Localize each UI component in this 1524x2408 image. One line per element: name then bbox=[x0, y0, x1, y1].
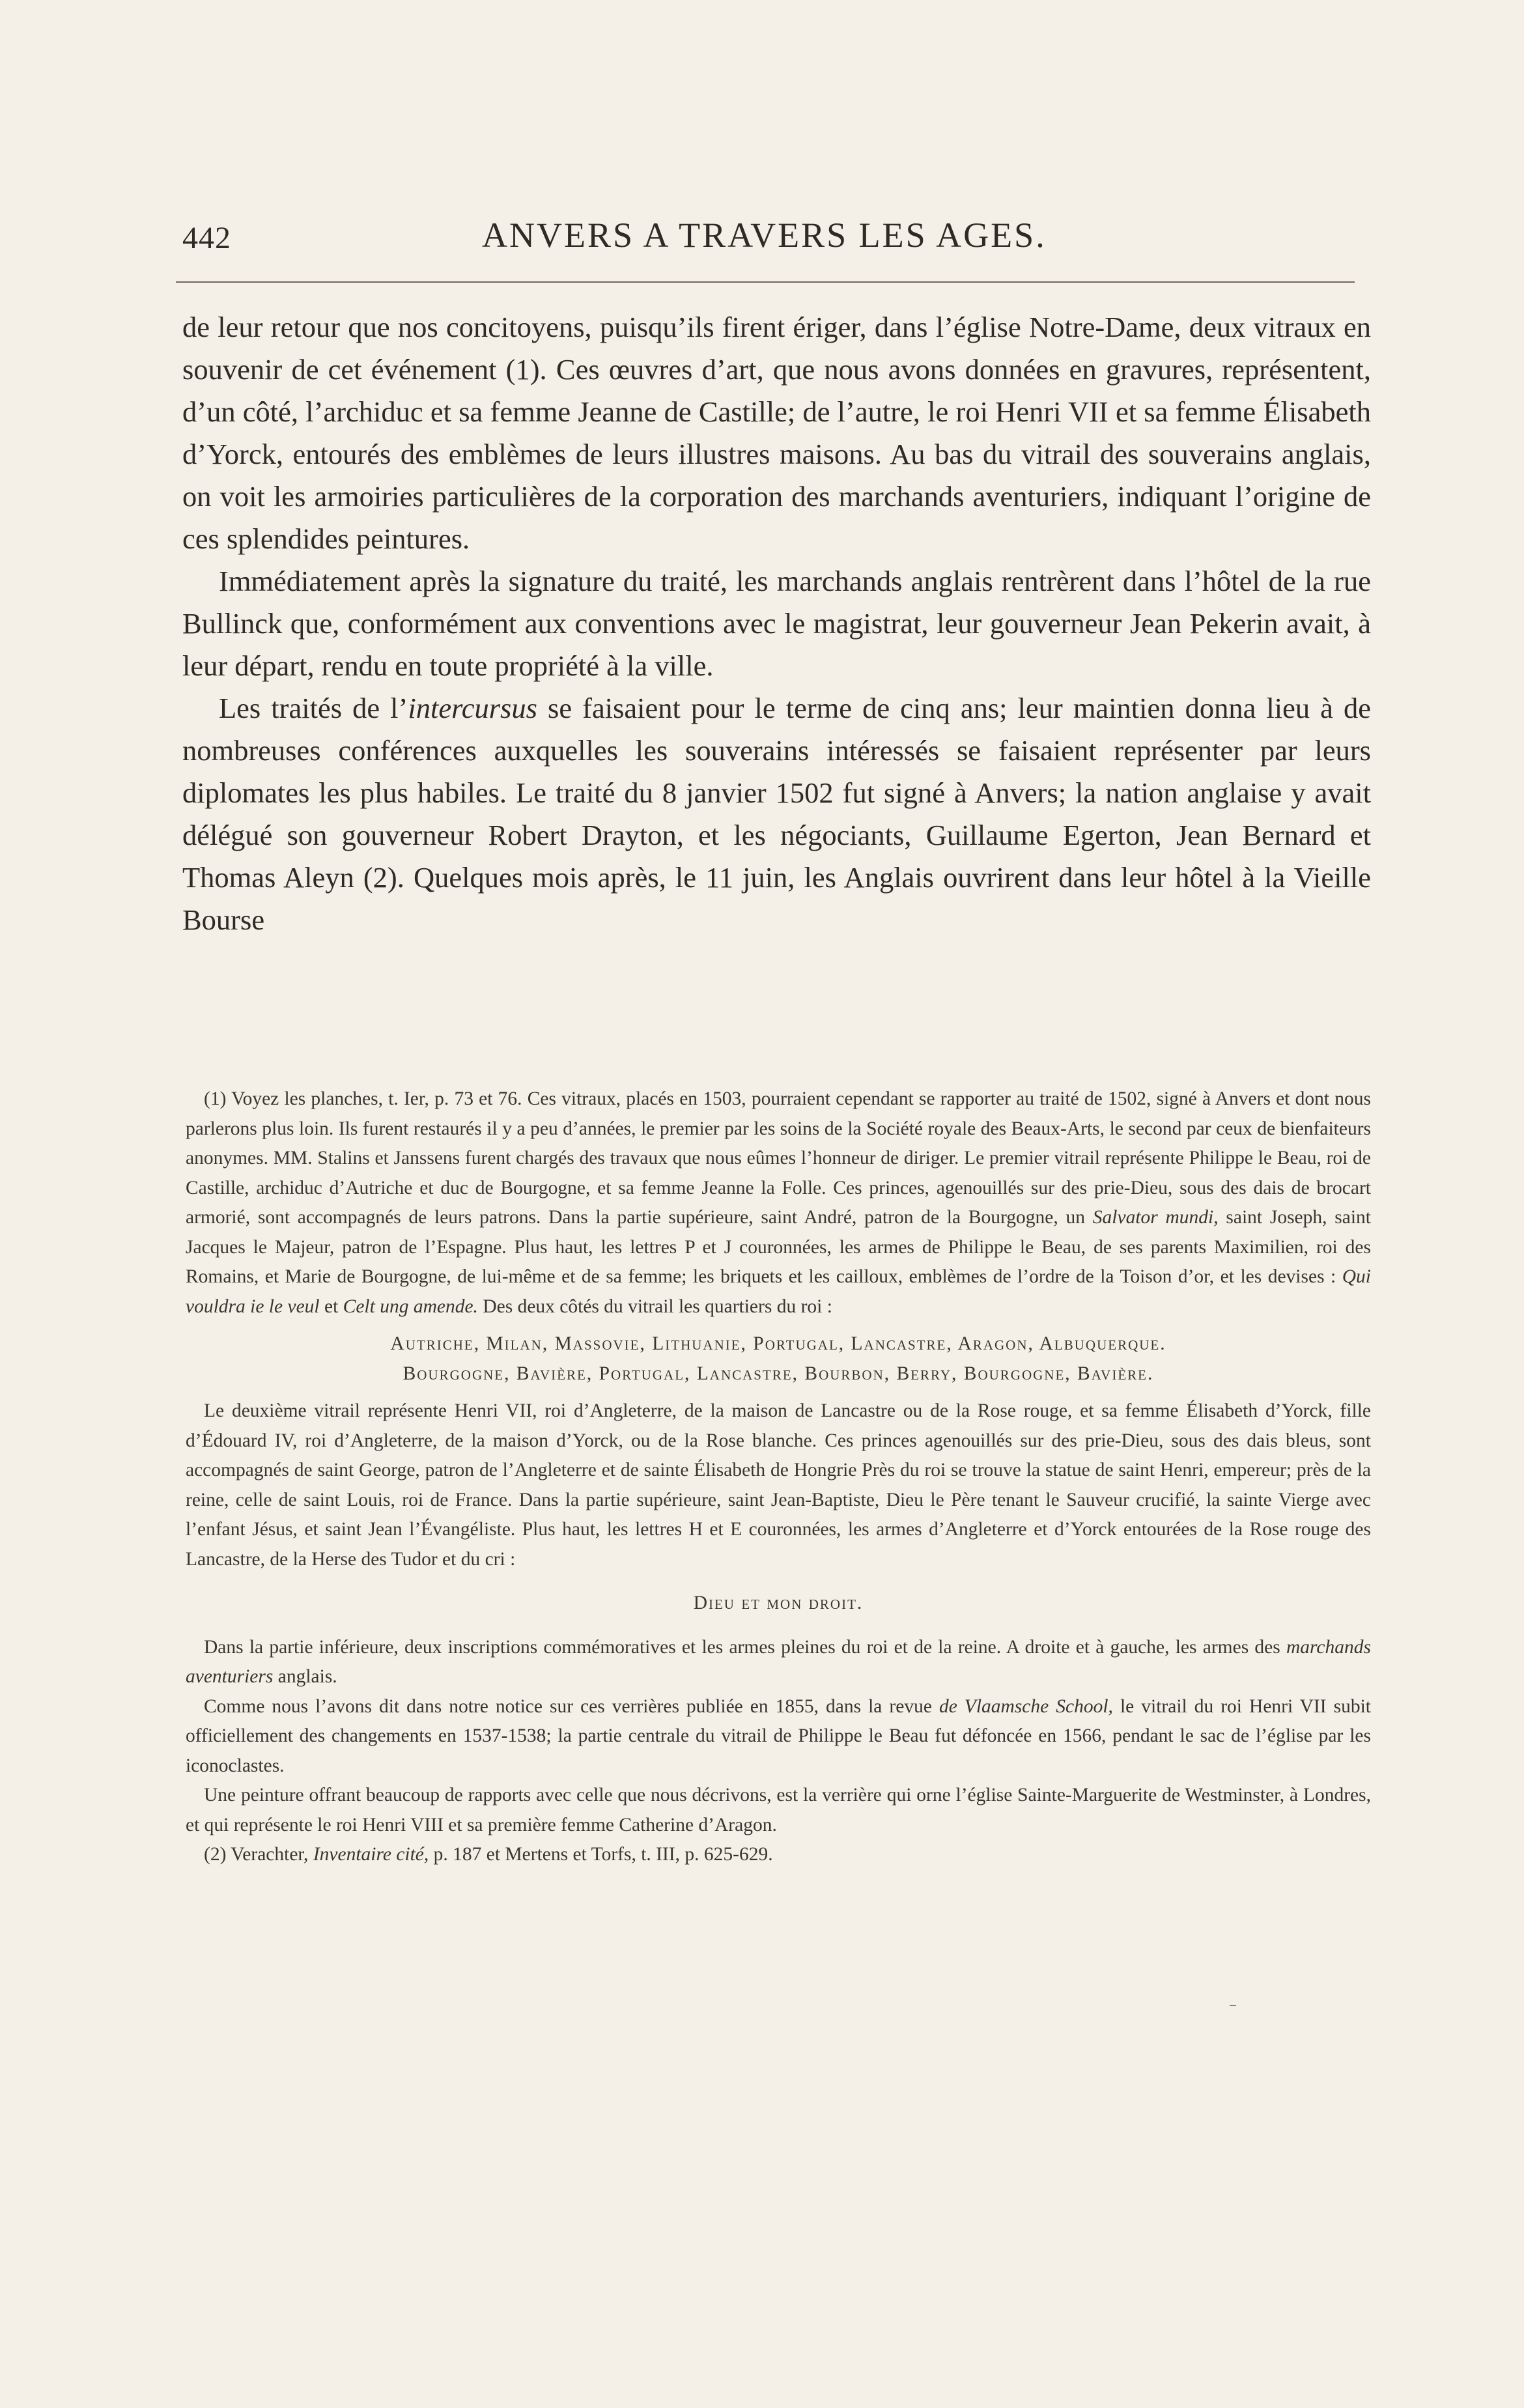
paragraph-3-italic: intercursus bbox=[408, 692, 537, 724]
footnote-1-lower-text-a: Dans la partie inférieure, deux inscriptions commémoratives et les armes pleines du roi et de la reine. A droite et à gauche, les armes des bbox=[204, 1636, 1286, 1658]
footnote-1-lower-part bbox=[186, 1633, 1371, 1692]
footnote-1-second-window: Le deuxième vitrail représente Henri VII, roi d’Angleterre, de la maison de Lancastre ou de la Rose rouge, et sa femme Élisabeth d’Yorck, fille d’Édouard IV, roi d’Angleterre, de la maison d’Yorck, ou de la Rose blanche. Ces princes agenouillés sur des prie-Dieu, sous des dais bleus, sont accompagnés de saint George, patron de l’Angleterre et de sainte Élisabeth de Hongrie Près du roi se trouve la statue de saint Henri, empereur; près de la reine, celle de saint Louis, roi de France. Dans la partie supérieure, saint Jean-Baptiste, Dieu le Père tenant le Sauveur crucifié, la sainte Vierge avec l’enfant Jésus, et saint Jean l’Évangéliste. Plus haut, les lettres H et E couronnées, les armes d’Angleterre et d’Yorck entourées de la Rose rouge des Lancastre, de la Herse des Tudor et du cri : bbox=[186, 1400, 1371, 1570]
footnote-1-italic-1: Salvator mundi, bbox=[1092, 1207, 1219, 1228]
quarters-line-1: Autriche, Milan, Massovie, Lithuanie, Portugal, Lancastre, Aragon, Albuquerque. bbox=[390, 1333, 1166, 1354]
stray-mark bbox=[1230, 2005, 1236, 2006]
paragraph-3 bbox=[182, 687, 1371, 941]
page-number: 442 bbox=[182, 221, 231, 255]
footnote-1-lower-text-b: anglais. bbox=[273, 1666, 337, 1687]
footnote-1-italic-2: Qui vouldra ie le veul bbox=[186, 1266, 1371, 1317]
motto: Dieu et mon droit. bbox=[693, 1593, 864, 1613]
paragraph-3-text-b: se faisaient pour le terme de cinq ans; leur maintien donna lieu à de nombreuses conférences auxquelles les souverains intéressés se faisaient représenter par leurs diplomates les plus habiles. Le traité du 8 janvier 1502 fut signé à Anvers; la nation anglaise y avait délégué son gouverneur Robert Drayton, et les négociants, Guillaume Egerton, Jean Bernard et Thomas Aleyn (2). Quelques mois après, le 11 juin, les Anglais ouvrirent dans leur hôtel à la Vieille Bourse bbox=[182, 692, 1371, 936]
paragraph-1: de leur retour que nos concitoyens, puisqu’ils firent ériger, dans l’église Notre-Dame, deux vitraux en souvenir de cet événement (1). Ces œuvres d’art, que nous avons données en gravures, représentent, d’un côté, l’archiduc et sa femme Jeanne de Castille; de l’autre, le roi Henri VII et sa femme Élisabeth d’Yorck, entourés des emblèmes de leurs illustres maisons. Au bas du vitrail des souverains anglais, on voit les armoiries particulières de la corporation des marchands aventuriers, indiquant l’origine de ces splendides peintures. bbox=[182, 311, 1371, 555]
footnote-2-text-a: (2) Verachter, bbox=[204, 1844, 313, 1865]
footnotes bbox=[186, 1084, 1371, 1870]
footnote-1-text-d: Des deux côtés du vitrail les quartiers du roi : bbox=[477, 1296, 832, 1317]
footnote-2-text-b: p. 187 et Mertens et Torfs, t. III, p. 625-629. bbox=[429, 1844, 773, 1865]
footnote-2-italic: Inventaire cité, bbox=[313, 1844, 429, 1865]
footnote-1-restoration-text-a: Comme nous l’avons dit dans notre notice sur ces verrières publiée en 1855, dans la revue bbox=[204, 1695, 939, 1717]
footnote-1-text-a: (1) Voyez les planches, t. Ier, p. 73 et 76. Ces vitraux, placés en 1503, pourraient cependant se rapporter au traité de 1502, signé à Anvers et dont nous parlerons plus loin. Ils furent restaurés il y a peu d’années, le premier par les soins de la Société royale des Beaux-Arts, le second par ceux de bienfaiteurs anonymes. MM. Stalins et Janssens furent chargés des travaux que nous eûmes l’honneur de diriger. Le premier vitrail représente Philippe le Beau, roi de Castille, archiduc d’Autriche et duc de Bourgogne, et sa femme Jeanne la Folle. Ces princes, agenouillés sur des prie-Dieu, sous des dais de brocart armorié, sont accompagnés de leurs patrons. Dans la partie supérieure, saint André, patron de la Bourgogne, un bbox=[186, 1088, 1371, 1228]
paragraph-2: Immédiatement après la signature du traité, les marchands anglais rentrèrent dans l’hôtel de la rue Bullinck que, conformément aux conventions avec le magistrat, leur gouverneur Jean Pekerin avait, à leur départ, rendu en toute propriété à la ville. bbox=[182, 565, 1371, 682]
footnote-1-restoration-italic: de Vlaamsche School, bbox=[938, 1695, 1113, 1717]
running-title: ANVERS A TRAVERS LES AGES. bbox=[482, 216, 1047, 255]
footnote-1-italic-3: Celt ung amende. bbox=[343, 1296, 478, 1317]
footnote-2 bbox=[186, 1840, 1371, 1870]
footnote-1-text-c: et bbox=[319, 1296, 343, 1317]
footnote-1 bbox=[186, 1084, 1371, 1322]
footnote-1-lower-italic: marchands aventuriers bbox=[186, 1636, 1371, 1687]
footnote-1-restoration-text-b: le vitrail du roi Henri VII subit officiellement des changements en 1537-1538; la partie centrale du vitrail de Philippe le Beau fut défoncée en 1566, pendant le sac de l’église par les iconoclastes. bbox=[186, 1695, 1372, 1776]
running-header bbox=[176, 215, 1355, 261]
main-text bbox=[182, 306, 1371, 941]
footnote-1-restoration bbox=[186, 1692, 1371, 1781]
quarters-line-2: Bourgogne, Bavière, Portugal, Lancastre, Bourbon, Berry, Bourgogne, Bavière. bbox=[402, 1363, 1154, 1384]
paragraph-3-text-a: Les traités de l’ bbox=[219, 692, 408, 724]
footnote-1-painting: Une peinture offrant beaucoup de rapports avec celle que nous décrivons, est la verrière qui orne l’église Sainte-Marguerite de Westminster, à Londres, et qui représente le roi Henri VIII et sa première femme Catherine d’Aragon. bbox=[186, 1785, 1371, 1835]
footnote-1-text-b: saint Joseph, saint Jacques le Majeur, patron de l’Espagne. Plus haut, les lettres P et J couronnées, les armes de Philippe le Beau, de ses parents Maximilien, roi des Romains, et Marie de Bourgogne, de lui-même et de sa femme; les briquets et les cailloux, emblèmes de l’ordre de la Toison d’or, et les devises : bbox=[186, 1207, 1371, 1287]
header-rule bbox=[176, 281, 1355, 283]
